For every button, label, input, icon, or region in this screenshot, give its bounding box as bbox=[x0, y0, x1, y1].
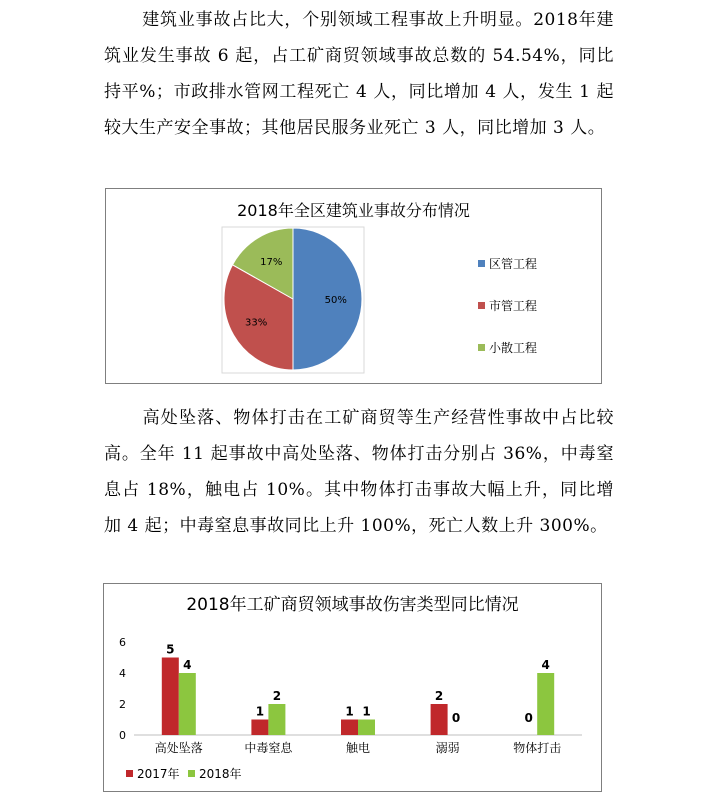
legend-swatch bbox=[478, 302, 485, 309]
legend-label: 区管工程 bbox=[489, 257, 538, 271]
paragraph-construction-text: 建筑业事故占比大，个别领域工程事故上升明显。2018年建筑业发生事故 6 起，占工矿商贸领域事故总数的 54.54%，同比持平%；市政排水管网工程死亡 4 人，同比增加 4 人，发生 1 起较大生产安全事故；其他居民服务业死亡 3 人，同比增加 3 人。 bbox=[104, 10, 614, 138]
pie-chart bbox=[106, 189, 601, 383]
pie-slice-label: 17% bbox=[260, 257, 283, 269]
y-tick-label: 4 bbox=[119, 667, 126, 680]
legend-swatch bbox=[126, 770, 133, 777]
pie-slice-label: 50% bbox=[324, 295, 347, 306]
x-tick-label: 物体打击 bbox=[513, 741, 562, 755]
bar-value-label: 0 bbox=[524, 711, 533, 725]
bar-value-label: 2 bbox=[272, 689, 282, 703]
bar-chart-panel bbox=[103, 583, 602, 792]
x-tick-label: 中毒窒息 bbox=[244, 741, 293, 755]
legend-swatch bbox=[188, 770, 195, 777]
bar bbox=[251, 720, 268, 736]
bar-value-label: 5 bbox=[166, 642, 175, 657]
bar-value-label: 1 bbox=[345, 704, 354, 719]
bar bbox=[537, 673, 554, 735]
paragraph-injury-types-text: 高处坠落、物体打击在工矿商贸等生产经营性事故中占比较高。全年 11 起事故中高处坠落、物体打击分别占 36%，中毒窒息占 18%，触电占 10%。其中物体打击事故大幅上升，同比增加 4 起；中毒窒息事故同比上升 100%，死亡人数上升 300%。 bbox=[104, 408, 614, 536]
legend-label: 2017年 bbox=[137, 767, 180, 781]
bar bbox=[162, 658, 179, 736]
legend-label: 2018年 bbox=[199, 767, 242, 781]
x-tick-label: 溺弱 bbox=[435, 741, 460, 755]
bar bbox=[268, 704, 285, 735]
legend-swatch bbox=[478, 260, 485, 267]
bar-value-label: 0 bbox=[451, 711, 461, 725]
bar bbox=[431, 704, 448, 735]
x-tick-label: 触电 bbox=[345, 741, 371, 755]
bar bbox=[179, 673, 196, 735]
pie-chart-title: 2018年全区建筑业事故分布情况 bbox=[237, 201, 470, 220]
pie-chart-panel bbox=[105, 188, 602, 384]
bar-chart bbox=[104, 584, 601, 791]
y-tick-label: 2 bbox=[119, 698, 126, 711]
paragraph-construction bbox=[104, 2, 614, 146]
bar-value-label: 4 bbox=[183, 658, 192, 672]
bar-value-label: 1 bbox=[255, 704, 265, 719]
legend-label: 市管工程 bbox=[489, 299, 538, 313]
y-tick-label: 6 bbox=[119, 636, 126, 649]
legend-swatch bbox=[478, 344, 485, 351]
bar-value-label: 2 bbox=[434, 689, 444, 703]
bar-value-label: 1 bbox=[362, 704, 371, 719]
bar bbox=[358, 720, 375, 736]
bar-chart-title: 2018年工矿商贸领域事故伤害类型同比情况 bbox=[186, 595, 519, 615]
bar-value-label: 4 bbox=[541, 658, 550, 672]
paragraph-injury-types bbox=[104, 400, 614, 544]
legend-label: 小散工程 bbox=[489, 341, 538, 355]
x-tick-label: 高处坠落 bbox=[154, 741, 203, 755]
pie-slice-label: 33% bbox=[245, 317, 268, 329]
bar bbox=[341, 720, 358, 736]
y-tick-label: 0 bbox=[119, 729, 126, 742]
